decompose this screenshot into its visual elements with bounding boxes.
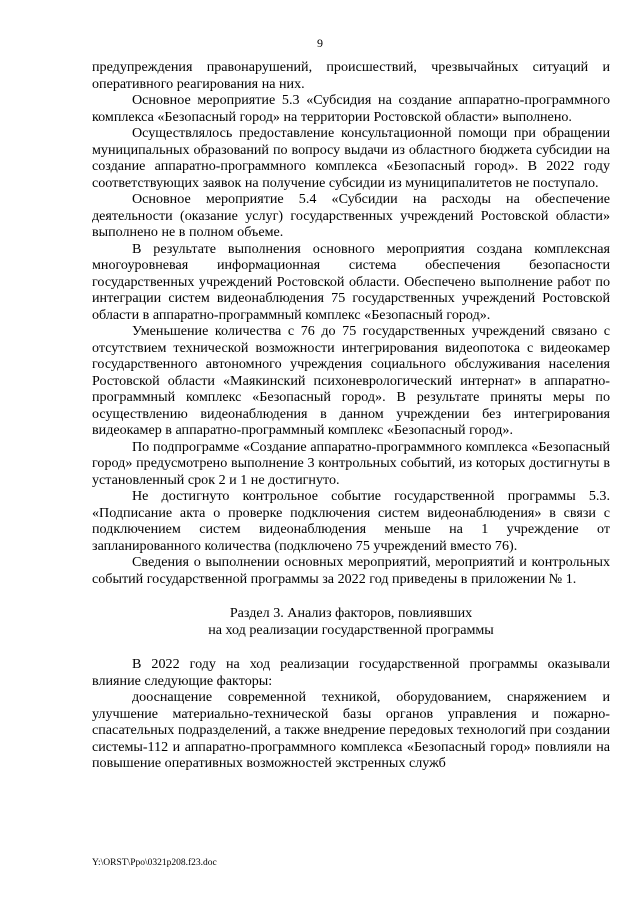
paragraph: В 2022 году на ход реализации государственной программы оказывали влияние следующие факторы:: [92, 656, 610, 689]
paragraph: Основное мероприятие 5.3 «Субсидия на создание аппаратно-программного комплекса «Безопасный город» на территории Ростовской области» выполнено.: [92, 92, 610, 125]
paragraph: Уменьшение количества с 76 до 75 государственных учреждений связано с отсутствием технической возможности интегрирования видеопотока с видеокамер государственного автономного учреждения социального обслуживания населения Ростовской области «Маякинский психоневрологический интернат» в аппаратно-программный комплекс «Безопасный город». В результате приняты меры по осуществлению видеонаблюдения в данном учреждении без интегрирования видеокамер в аппаратно-программный комплекс «Безопасный город».: [92, 323, 610, 438]
paragraph: предупреждения правонарушений, происшествий, чрезвычайных ситуаций и оперативного реагирования на них.: [92, 59, 610, 92]
paragraph: В результате выполнения основного мероприятия создана комплексная многоуровневая информационная система обеспечения безопасности государственных учреждений Ростовской области. Обеспечено выполнение работ по интеграции систем видеонаблюдения 75 государственных учреждений Ростовской области в аппаратно-программный комплекс «Безопасный город».: [92, 240, 610, 323]
document-body: [92, 59, 610, 772]
paragraph: Осуществлялось предоставление консультационной помощи при обращении муниципальных образований по вопросу выдачи из областного бюджета субсидии на создание аппаратно-программного комплекса «Безопасный город». В 2022 году соответствующих заявок на получение субсидии из муниципалитетов не поступало.: [92, 125, 610, 191]
paragraph: По подпрограмме «Создание аппаратно-программного комплекса «Безопасный город» предусмотрено выполнение 3 контрольных событий, из которых достигнуты в установленный срок 2 и 1 не достигнуто.: [92, 438, 610, 488]
section-heading: [92, 605, 610, 638]
footer-file-path: Y:\ORST\Ppo\0321p208.f23.doc: [92, 858, 217, 868]
paragraph: Сведения о выполнении основных мероприятий, мероприятий и контрольных событий государственной программы за 2022 год приведены в приложении № 1.: [92, 554, 610, 587]
section-heading-line-2: на ход реализации государственной программы: [208, 621, 494, 638]
page-number: 9: [317, 36, 323, 50]
paragraph: Не достигнуто контрольное событие государственной программы 5.3. «Подписание акта о проверке подключения систем видеонаблюдения» в связи с подключением систем видеонаблюдения меньше на 1 учреждение от запланированного количества (подключено 75 учреждений вместо 76).: [92, 488, 610, 554]
paragraph: дооснащение современной техникой, оборудованием, снаряжением и улучшение материально-технической базы органов управления и пожарно-спасательных подразделений, а также внедрение передовых технологий при создании системы-112 и аппаратно-программного комплекса «Безопасный город» повлияли на повышение оперативных возможностей экстренных служб: [92, 689, 610, 771]
section-heading-line-1: Раздел 3. Анализ факторов, повлиявших: [229, 605, 473, 621]
paragraph: Основное мероприятие 5.4 «Субсидии на расходы на обеспечение деятельности (оказание услуг) государственных учреждений Ростовской области» выполнено не в полном объеме.: [92, 191, 610, 240]
